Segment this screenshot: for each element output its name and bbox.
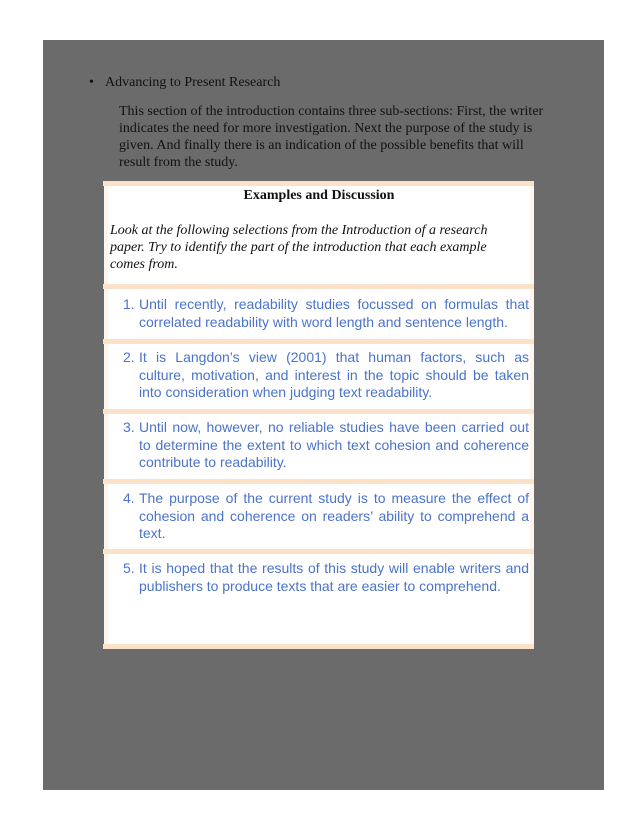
item-text: It is hoped that the results of this study will enable writers and publishers to produce texts that are easier to comprehend.: [139, 560, 529, 594]
item-number: 4.: [123, 490, 135, 506]
box-top-rule: [103, 181, 534, 186]
divider-rule: [103, 339, 534, 344]
item-number: 2.: [123, 349, 135, 365]
item-text: Until recently, readability studies focussed on formulas that correlated readability with word length and sentence length.: [139, 296, 529, 330]
divider-rule: [103, 409, 534, 414]
bullet-symbol: •: [89, 75, 94, 90]
intro-paragraph: This section of the introduction contains three sub-sections: First, the writer indicates the need for more investigation. Next the purpose of the study is given. And finally there is an indication of the possible benefits that will result from the study.: [119, 104, 544, 170]
item-text: Until now, however, no reliable studies have been carried out to determine the extent to which text cohesion and coherence contribute to readability.: [139, 419, 529, 470]
item-number: 1.: [123, 296, 135, 312]
box-bottom-rule: [103, 644, 534, 649]
example-item: [123, 560, 529, 595]
divider-rule: [103, 549, 534, 554]
divider-rule: [103, 284, 534, 289]
item-number: 3.: [123, 419, 135, 435]
box-heading: Examples and Discussion: [243, 188, 395, 203]
box-right-edge: [530, 186, 534, 647]
bullet-title: Advancing to Present Research: [105, 75, 281, 90]
example-item: [123, 419, 529, 472]
example-item: [123, 349, 529, 402]
item-text: The purpose of the current study is to measure the effect of cohesion and coherence on readers’ ability to comprehend a text.: [139, 490, 529, 541]
box-left-edge: [104, 186, 108, 647]
item-text: It is Langdon’s view (2001) that human factors, such as culture, motivation, and interest in the topic should be taken into consideration when judging text readability.: [139, 349, 529, 400]
divider-rule: [103, 479, 534, 484]
item-number: 5.: [123, 560, 135, 576]
example-item: [123, 490, 529, 543]
example-item: [123, 296, 529, 331]
box-instructions: Look at the following selections from the Introduction of a research paper. Try to identify the part of the introduction that each example comes from.: [110, 223, 488, 272]
